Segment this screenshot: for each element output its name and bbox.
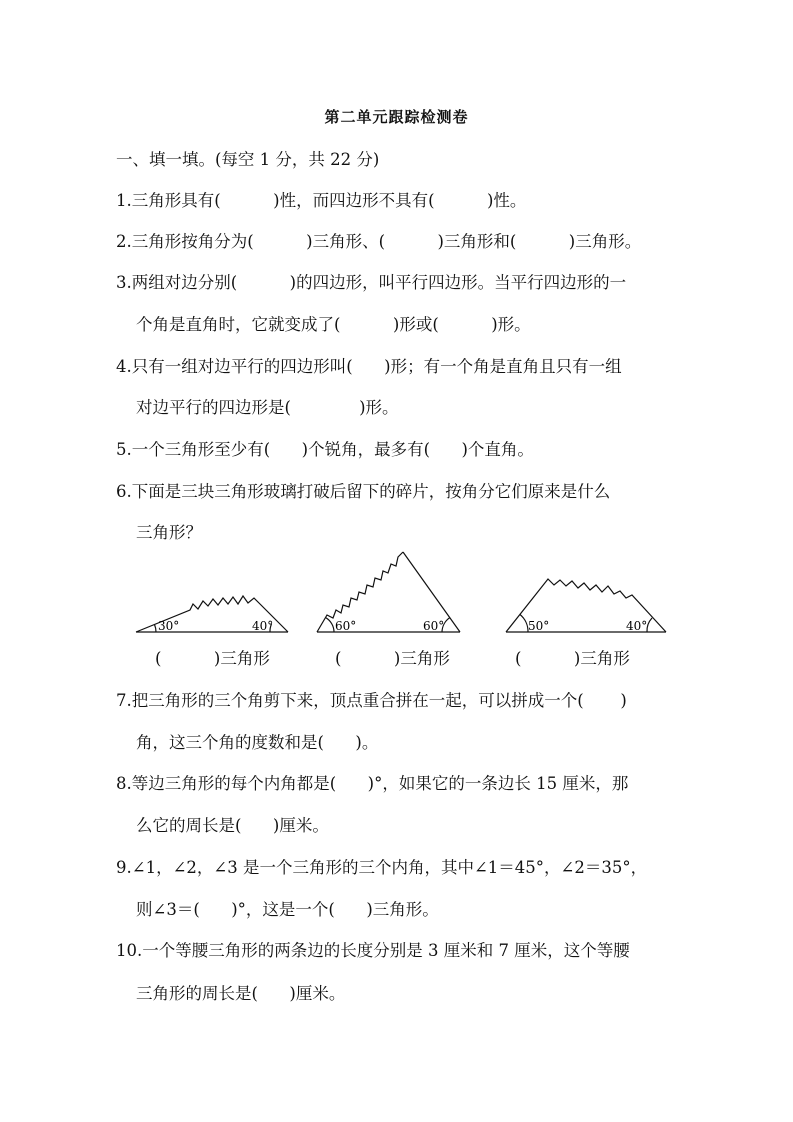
question-5: 5.一个三角形至少有( )个锐角，最多有( )个直角。: [116, 440, 534, 459]
question-10-line-1: 10.一个等腰三角形的两条边的长度分别是 3 厘米和 7 厘米，这个等腰: [116, 941, 630, 960]
fig1-angle-left: 30°: [158, 619, 180, 633]
fig1-angle-right: 40°: [252, 619, 274, 633]
fig2-caption: ( )三角形: [335, 649, 450, 668]
question-9-line-2: 则∠3＝( )°，这是一个( )三角形。: [136, 900, 439, 919]
page-title: 第二单元跟踪检测卷: [324, 108, 469, 126]
question-9-line-1: 9.∠1，∠2，∠3 是一个三角形的三个内角，其中∠1＝45°，∠2＝35°，: [116, 858, 648, 877]
question-3-line-2: 个角是直角时，它就变成了( )形或( )形。: [136, 315, 531, 334]
question-7-line-1: 7.把三角形的三个角剪下来，顶点重合拼在一起，可以拼成一个( ): [116, 691, 627, 710]
triangle-fragments-figure: [130, 548, 675, 640]
question-10-line-2: 三角形的周长是( )厘米。: [136, 984, 346, 1003]
fig3-angle-left: 50°: [528, 619, 550, 633]
fig2-angle-right: 60°: [423, 619, 445, 633]
triangle-fragments-svg: [130, 548, 675, 640]
fig2-angle-left: 60°: [335, 619, 357, 633]
fig3-angle-right: 40°: [626, 619, 648, 633]
question-4-line-2: 对边平行的四边形是( )形。: [136, 398, 399, 417]
question-8-line-2: 么它的周长是( )厘米。: [136, 816, 329, 835]
question-1: 1.三角形具有( )性，而四边形不具有( )性。: [116, 191, 527, 210]
question-6-line-2: 三角形？: [136, 523, 202, 542]
question-7-line-2: 角，这三个角的度数和是( )。: [136, 733, 379, 752]
fig1-caption: ( )三角形: [155, 649, 270, 668]
question-2: 2.三角形按角分为( )三角形、( )三角形和( )三角形。: [116, 232, 642, 251]
question-8-line-1: 8.等边三角形的每个内角都是( )°，如果它的一条边长 15 厘米，那: [116, 774, 629, 793]
fig3-caption: ( )三角形: [515, 649, 630, 668]
question-4-line-1: 4.只有一组对边平行的四边形叫( )形；有一个角是直角且只有一组: [116, 357, 622, 376]
question-3-line-1: 3.两组对边分别( )的四边形，叫平行四边形。当平行四边形的一: [116, 273, 627, 292]
section-heading: 一、填一填。(每空 1 分，共 22 分): [116, 150, 380, 169]
question-6-line-1: 6.下面是三块三角形玻璃打破后留下的碎片，按角分它们原来是什么: [116, 482, 611, 501]
